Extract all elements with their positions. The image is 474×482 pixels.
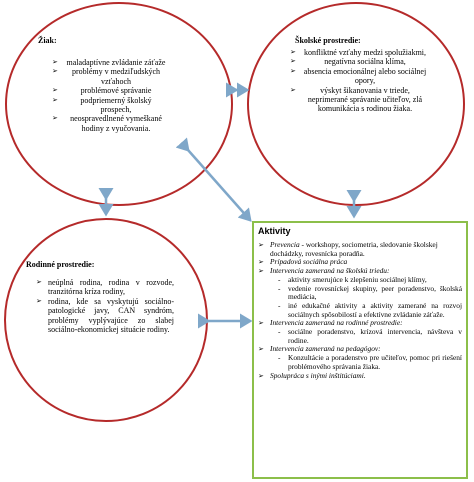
arrow-bullet-icon: ➢: [36, 296, 42, 305]
activities-list: [258, 241, 462, 380]
list-item: - aktivity smerujúce k zlepšeniu sociálnej klímy,: [278, 274, 427, 284]
arrow-ziak-aktivity: [188, 150, 250, 220]
list-item: ➢ maladaptívne zvládanie záťaže: [52, 58, 166, 67]
list-item: ➢ neospravedlnené vymeškané hodiny z vyučovania.: [52, 114, 162, 133]
arrow-bullet-icon: ➢: [290, 57, 296, 66]
list-item: ➢ Prevencia - workshopy, sociometria, sledovanie školskej dochádzky, rovesnícka poradňa.: [258, 240, 438, 258]
list-item: ➢ Intervencia zameraná na pedagógov:: [258, 344, 381, 354]
list-item: ➢ negatívna sociálna klíma,: [290, 57, 406, 67]
rodinne-list: [36, 278, 174, 334]
dash-bullet-icon: -: [278, 353, 281, 363]
dash-bullet-icon: -: [278, 283, 281, 293]
dash-bullet-icon: -: [278, 327, 281, 337]
list-item: ➢ problémy v medziľudských vzťahoch: [52, 67, 161, 86]
list-item: ➢ Prípadová sociálna práca: [258, 257, 348, 267]
list-item: ➢ konfliktné vzťahy medzi spolužiakmi,: [290, 48, 427, 57]
arrow-bullet-icon: ➢: [52, 58, 58, 66]
list-item: ➢ neúplná rodina, rodina v rozvode, tranzitórna kríza rodiny,: [36, 278, 174, 297]
list-item: ➢ rodina, kde sa vyskytujú sociálno-patologické javy, CAN syndróm, problémy vyplývajúce zo slabej sociálno-ekonomickej situácie rodiny.: [36, 296, 174, 335]
arrow-bullet-icon: ➢: [258, 241, 264, 249]
arrow-bullet-icon: ➢: [36, 278, 42, 286]
arrow-bullet-icon: ➢: [52, 67, 58, 76]
list-item: ➢ Intervencia zameraná na školskú triedu:: [258, 266, 390, 276]
arrow-bullet-icon: ➢: [290, 85, 296, 94]
list-item: ➢ podpriemerný školský prospech,: [52, 95, 152, 115]
dash-bullet-icon: -: [278, 300, 281, 310]
arrow-bullet-icon: ➢: [258, 371, 264, 380]
list-item: - vedenie rovesníckej skupiny, peer poradenstvo, školská mediácia,: [278, 283, 462, 302]
list-item: ➢ výskyt šikanovania v triede, neprimerané správanie učiteľov, zlá komunikácia s rodinou žiaka.: [290, 85, 423, 114]
list-item: - iné edukačné aktivity a aktivity zamerané na rozvoj sociálnych spôsobilostí a efektívne zvládanie záťaže.: [278, 300, 462, 319]
arrow-bullet-icon: ➢: [52, 95, 58, 104]
arrow-bullet-icon: ➢: [52, 86, 58, 95]
arrow-bullet-icon: ➢: [258, 267, 264, 276]
list-item: ➢ problémové správanie: [52, 86, 152, 96]
ziak-list: [52, 58, 168, 133]
arrow-bullet-icon: ➢: [258, 319, 264, 328]
dash-bullet-icon: -: [278, 274, 281, 284]
list-item: - Konzultácie a poradenstvo pre učiteľov, pomoc pri riešení problémového správania žiaka.: [278, 353, 462, 371]
arrow-bullet-icon: ➢: [258, 258, 264, 267]
list-item: ➢ Spolupráca s inými inštitúciami.: [258, 370, 366, 380]
list-item: ➢ absencia emocionálnej alebo sociálnej opory,: [290, 66, 427, 86]
ziak-title: Žiak:: [38, 36, 57, 45]
list-item: - sociálne poradenstvo, krízová intervencia, návšteva v rodine.: [278, 327, 462, 345]
activities-title: Aktivity: [258, 226, 291, 236]
arrow-bullet-icon: ➢: [290, 66, 296, 75]
skolske-list: [290, 48, 428, 114]
list-item: ➢ Intervencia zameraná na rodinné prostredie:: [258, 318, 403, 328]
rodinne-title: Rodinné prostredie:: [26, 260, 95, 269]
arrow-bullet-icon: ➢: [290, 48, 296, 56]
arrow-bullet-icon: ➢: [52, 114, 58, 123]
skolske-title: Školské prostredie:: [295, 36, 361, 45]
arrow-bullet-icon: ➢: [258, 345, 264, 354]
